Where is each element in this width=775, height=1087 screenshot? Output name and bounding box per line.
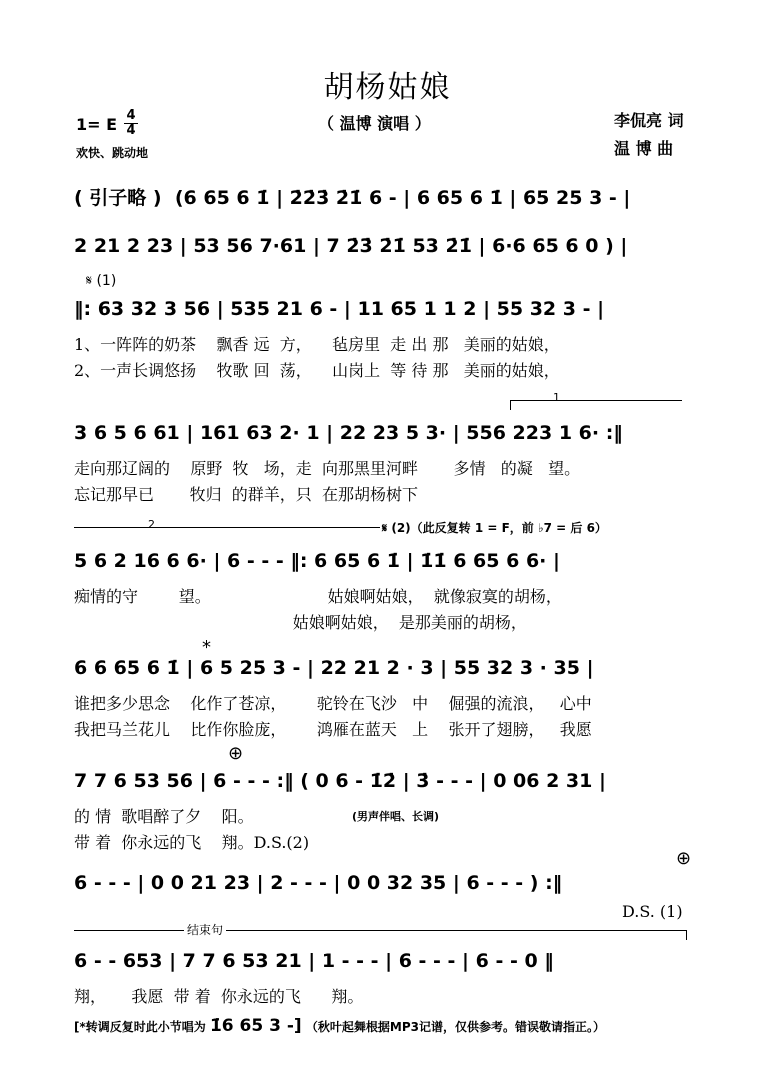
volta-bracket-2 [74, 527, 380, 528]
lyric-row-5-verse-1: 痴情的守 望。 姑娘啊姑娘， 就像寂寞的胡杨， [74, 587, 562, 606]
ds-marking: D.S. (1) [622, 902, 683, 921]
time-bottom: 4 [126, 123, 136, 138]
lyric-row-9: 翔， 我愿 带 着 你永远的飞 翔。 [74, 987, 364, 1006]
lyricist-credit: 李侃亮 词 [614, 111, 684, 130]
lyric-row-3-verse-2: 2、一声长调悠扬 牧歌 回 荡， 山岗上 等 待 那 美丽的姑娘， [74, 361, 560, 380]
asterisk-mark: * [202, 637, 211, 658]
volta-bracket-1 [510, 400, 682, 401]
notation-row-2: 2 21 2 23 | 53 56 7·61 | 7 2̇3̇ 2̇1̇ 53 2̇1̇ | 6·6 65 6 0 ) | [74, 235, 628, 257]
lyric-row-4-verse-1: 走向那辽阔的 原野 牧 场，走 向那黑里河畔 多情 的凝 望。 [74, 459, 581, 478]
footnote-suffix: （秋叶起舞根据MP3记谱，仅供参考。错误敬请指正。） [305, 1020, 605, 1034]
segno-mark-1: 𝄋 (1) [86, 273, 117, 289]
volta-label-2: 2 [148, 518, 155, 531]
footnote [74, 1016, 605, 1036]
coda-sign-icon-2: ⊕ [676, 848, 692, 869]
notation-row-1: ( 引子略 ) (6 65 6 1̇ | 2̇2̇3̇ 2̇1̇ 6 - | 6 65 6 1̇ | 65 25 3 - | [74, 187, 631, 209]
footnote-prefix: [*转调反复时此小节唱为 [74, 1020, 206, 1034]
singer-credit: （ 温博 演唱 ） [318, 114, 431, 133]
lyric-row-7-verse-2: 带 着 你永远的飞 翔。D.S.(2) [74, 833, 310, 852]
notation-row-8: 6 - - - | 0 0 21 23 | 2 - - - | 0 0 32 35 | 6 - - - ) :‖ [74, 872, 563, 894]
coda-sign-icon: ⊕ [228, 743, 244, 764]
song-title: 胡杨姑娘 [323, 70, 452, 105]
ending-label: 结束句 [184, 921, 226, 938]
lyric-row-6-verse-1: 谁把多少思念 化作了苍凉， 驼铃在飞沙 中 倔强的流浪， 心中 [74, 694, 592, 713]
lyric-row-6-verse-2: 我把马兰花儿 比作你脸庞， 鸿雁在蓝天 上 张开了翅膀， 我愿 [74, 720, 592, 739]
key-signature: 1= E [76, 115, 118, 134]
time-signature [124, 110, 138, 137]
notation-row-4: 3 6 5 6 61 | 161 63 2· 1 | 22 23 5 3· | 556 223 1 6· :‖ [74, 422, 623, 444]
volta-label-1: 1 [553, 391, 560, 404]
ending-bracket [74, 930, 686, 931]
notation-row-6: 6 6 65 6 1̇ | 6 5 25 3 - | 22 21 2 · 3 | 55 32 3 · 35 | [74, 657, 594, 679]
tempo-marking: 欢快、跳动地 [76, 146, 149, 160]
notation-row-3: ‖: 63 32 3 56 | 535 21 6 - | 11 65 1 1 2 | 55 32 3 - | [74, 298, 605, 320]
lyric-row-7-verse-1: 的 情 歌唱醉了夕 阳。 [74, 807, 254, 826]
lyric-row-4-verse-2: 忘记那早已 牧归 的群羊，只 在那胡杨树下 [74, 485, 418, 504]
accompaniment-note: (男声伴唱、长调) [352, 810, 440, 823]
notation-row-9: 6 - - 653 | 7 7 6 53 21 | 1 - - - | 6 - - - | 6 - - 0 ‖ [74, 950, 554, 972]
segno-mark-2: 𝄋 (2)（此反复转 1 = F，前 ♭7 = 后 6） [382, 521, 607, 535]
footnote-phrase: 1̇6 65 3 -] [209, 1016, 302, 1036]
volta-tick-1 [510, 400, 511, 410]
time-top: 4 [126, 108, 136, 123]
notation-row-5: 5 6 2 16 6 6· | 6 - - - ‖: 6 65 6 1̇ | 1̇1̇ 6 65 6 6· | [74, 550, 560, 572]
ending-tick [686, 930, 687, 940]
lyric-row-3-verse-1: 1、一阵阵的奶茶 飘香 远 方， 毡房里 走 出 那 美丽的姑娘， [74, 335, 560, 354]
lyric-row-5-verse-2: 姑娘啊姑娘， 是那美丽的胡杨， [74, 613, 527, 632]
notation-row-7: 7 7 6 53 56 | 6 - - - :‖ ( 0 6 - 1̇2̇ | 3̇ - - - | 0 06 2 31 | [74, 770, 606, 792]
composer-credit: 温 博 曲 [614, 139, 674, 158]
